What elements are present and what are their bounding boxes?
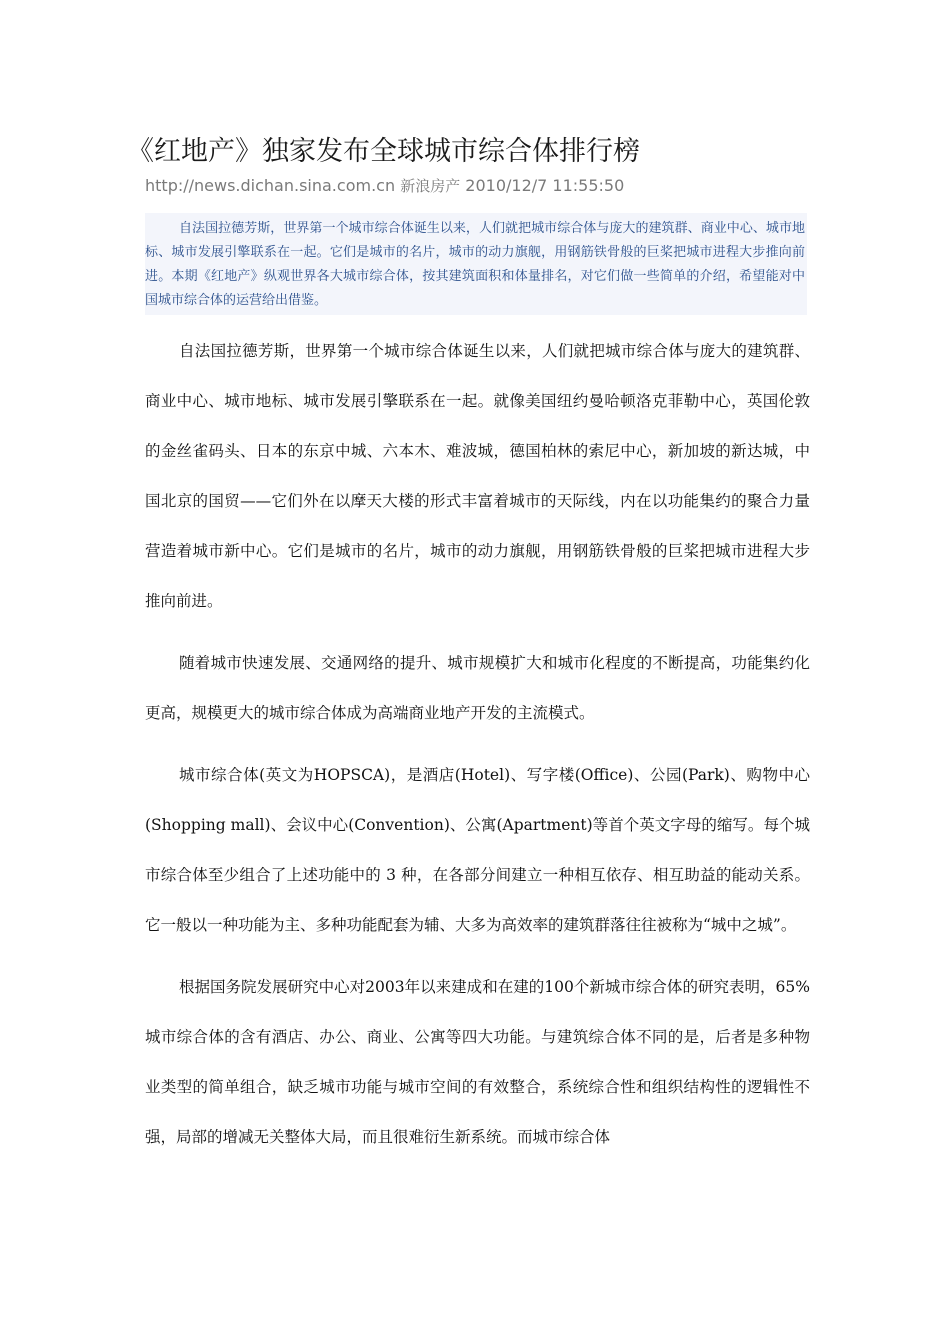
body-paragraph-4: 根据国务院发展研究中心对2003年以来建成和在建的100个新城市综合体的研究表明，65%城市综合体的含有酒店、办公、商业、公寓等四大功能。与建筑综合体不同的是，后者是多种物业类型的简单组合，缺乏城市功能与城市空间的有效整合，系统综合性和组织结构性的逻辑性不强，局部的增减无关整体大局，而且很难衍生新系统。而城市综合体 — [145, 978, 810, 1146]
source-url[interactable]: http://news.dichan.sina.com.cn — [145, 176, 396, 195]
article-summary: 自法国拉德芳斯，世界第一个城市综合体诞生以来，人们就把城市综合体与庞大的建筑群、商业中心、城市地标、城市发展引擎联系在一起。它们是城市的名片，城市的动力旗舰，用钢筋铁骨般的巨桨把城市进程大步推向前进。本期《红地产》纵观世界各大城市综合体，按其建筑面积和体量排名，对它们做一些简单的介绍，希望能对中国城市综合体的运营给出借鉴。 — [145, 213, 807, 315]
body-paragraph-3: 城市综合体(英文为HOPSCA)，是酒店(Hotel)、写字楼(Office)、公园(Park)、购物中心(Shopping mall)、会议中心(Convention)、公寓(Apartment)等首个英文字母的缩写。每个城市综合体至少组合了上述功能中的 3 种，在各部分间建立一种相互依存、相互助益的能动关系。它一般以一种功能为主、多种功能配套为辅、大多为高效率的建筑群落往往被称为“城中之城”。 — [145, 766, 810, 934]
body-paragraph-2: 随着城市快速发展、交通网络的提升、城市规模扩大和城市化程度的不断提高，功能集约化更高，规模更大的城市综合体成为高端商业地产开发的主流模式。 — [145, 654, 810, 722]
publish-date: 2010/12/7 11:55:50 — [465, 176, 625, 195]
article-title: 《红地产》独家发布全球城市综合体排行榜 — [127, 136, 640, 167]
article-body — [145, 326, 810, 1174]
article-meta — [145, 175, 624, 197]
body-paragraph-1: 自法国拉德芳斯，世界第一个城市综合体诞生以来，人们就把城市综合体与庞大的建筑群、商业中心、城市地标、城市发展引擎联系在一起。就像美国纽约曼哈顿洛克菲勒中心，英国伦敦的金丝雀码头、日本的东京中城、六本木、难波城，德国柏林的索尼中心，新加坡的新达城，中国北京的国贸——它们外在以摩天大楼的形式丰富着城市的天际线，内在以功能集约的聚合力量营造着城市新中心。它们是城市的名片，城市的动力旗舰，用钢筋铁骨般的巨桨把城市进程大步推向前进。 — [145, 342, 810, 610]
source-name: 新浪房产 — [400, 177, 461, 195]
